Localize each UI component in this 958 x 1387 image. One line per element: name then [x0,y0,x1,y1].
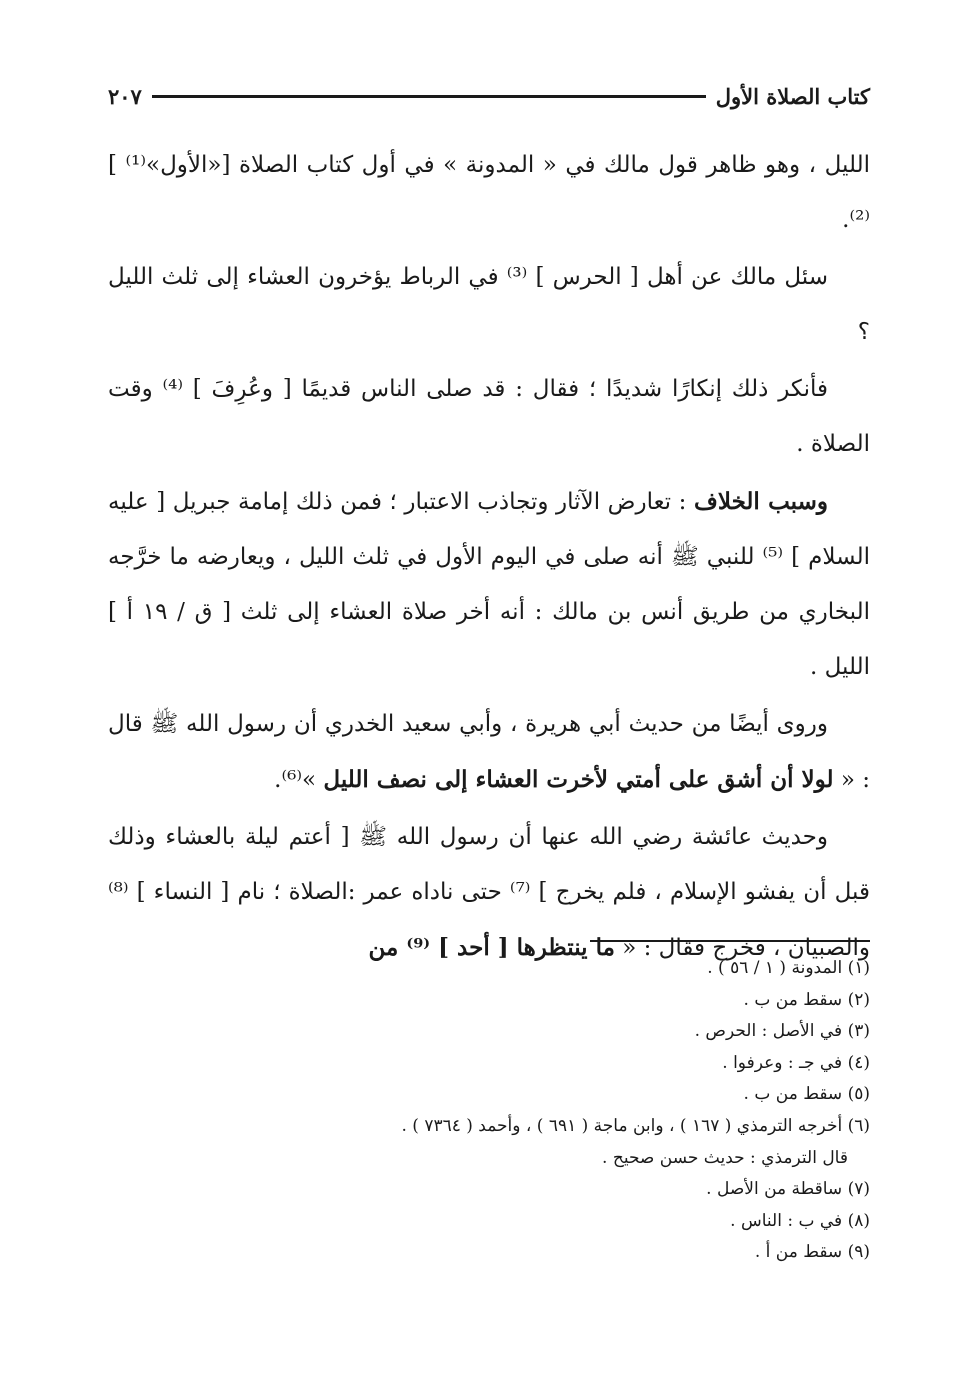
footnote-1: (١) المدونة ( ١ / ٥٦ ) . [707,958,870,978]
hadith-quote: لولا أن أشق على أمتي لأخرت العشاء إلى نصف الليل [323,766,834,793]
hadith-quote-2: ما ينتظرها [ أحد ] ⁽⁹⁾ من [368,934,615,961]
main-text [108,138,870,978]
paragraph-6-before: وحديث عائشة رضي الله عنها أن رسول الله ﷺ [ أعتم ليلة بالعشاء وذلك قبل أن يفشو الإسلام ، فلم يخرج ] ⁽⁷⁾ حتى ناداه عمر :الصلاة ؛ نام [ النساء ] ⁽⁸⁾ والصبيان ، فخرج فقال : « [108,824,870,961]
footnote-5: (٥) سقط من ب . [743,1084,870,1105]
paragraph-5-after: »⁽⁶⁾. [274,767,324,793]
footnotes [200,953,870,1269]
footnote-3: (٣) في الأصل : الحرص . [694,1021,870,1042]
footnote-6: (٦) أخرجه الترمذي ( ١٦٧ ) ، وابن ماجة ( ٦٩١ ) ، وأحمد ( ٧٣٦٤ ) . [401,1115,870,1136]
paragraph-1: الليل ، وهو ظاهر قول مالك في « المدونة » في أول كتاب الصلاة [«الأول»⁽¹⁾ ] ⁽²⁾. [108,152,870,233]
paragraph-3: فأنكر ذلك إنكارًا شديدًا ؛ فقال : قد صلى الناس قديمًا [ وعُرِفَ ] ⁽⁴⁾ وقت الصلاة . [108,376,870,457]
paragraph-4 [108,474,870,695]
paragraph-5-before: وروى أيضًا من حديث أبي هريرة ، وأبي سعيد الخدري أن رسول الله ﷺ قال : « [108,711,870,793]
paragraph-6 [108,810,870,976]
running-header [108,84,870,109]
footnote-8: (٨) في ب : الناس . [730,1210,870,1231]
footnote-9: (٩) سقط من أ . [754,1242,870,1263]
chapter-title: كتاب الصلاة الأول [715,84,870,109]
paragraph-2: سئل مالك عن أهل [ الحرس ] ⁽³⁾ في الرباط يؤخرون العشاء إلى ثلث الليل ؟ [108,264,870,345]
footnote-6-note: قال الترمذي : حديث حسن صحيح . [602,1147,848,1168]
paragraph-5 [108,697,870,808]
footnote-7: (٧) ساقطة من الأصل . [706,1179,870,1200]
footnote-4: (٤) في جـ : وعرفوا . [722,1052,870,1073]
footnote-2: (٢) سقط من ب . [743,989,870,1010]
section-lead: وسبب الخلاف [694,488,828,515]
footnote-separator [590,940,870,942]
paragraph-4-text: : تعارض الآثار وتجاذب الاعتبار ؛ فمن ذلك إمامة جبريل [ عليه السلام ] ⁽⁵⁾ للنبي ﷺ أنه صلى في اليوم الأول في ثلث الليل ، ويعارضه ما خرَّجه البخاري من طريق أنس بن مالك : أنه أخر صلاة العشاء إلى ثلث [ ق / ١٩ أ ] الليل . [108,489,870,680]
page-number: ٢٠٧ [108,84,142,109]
header-rule [152,95,706,98]
